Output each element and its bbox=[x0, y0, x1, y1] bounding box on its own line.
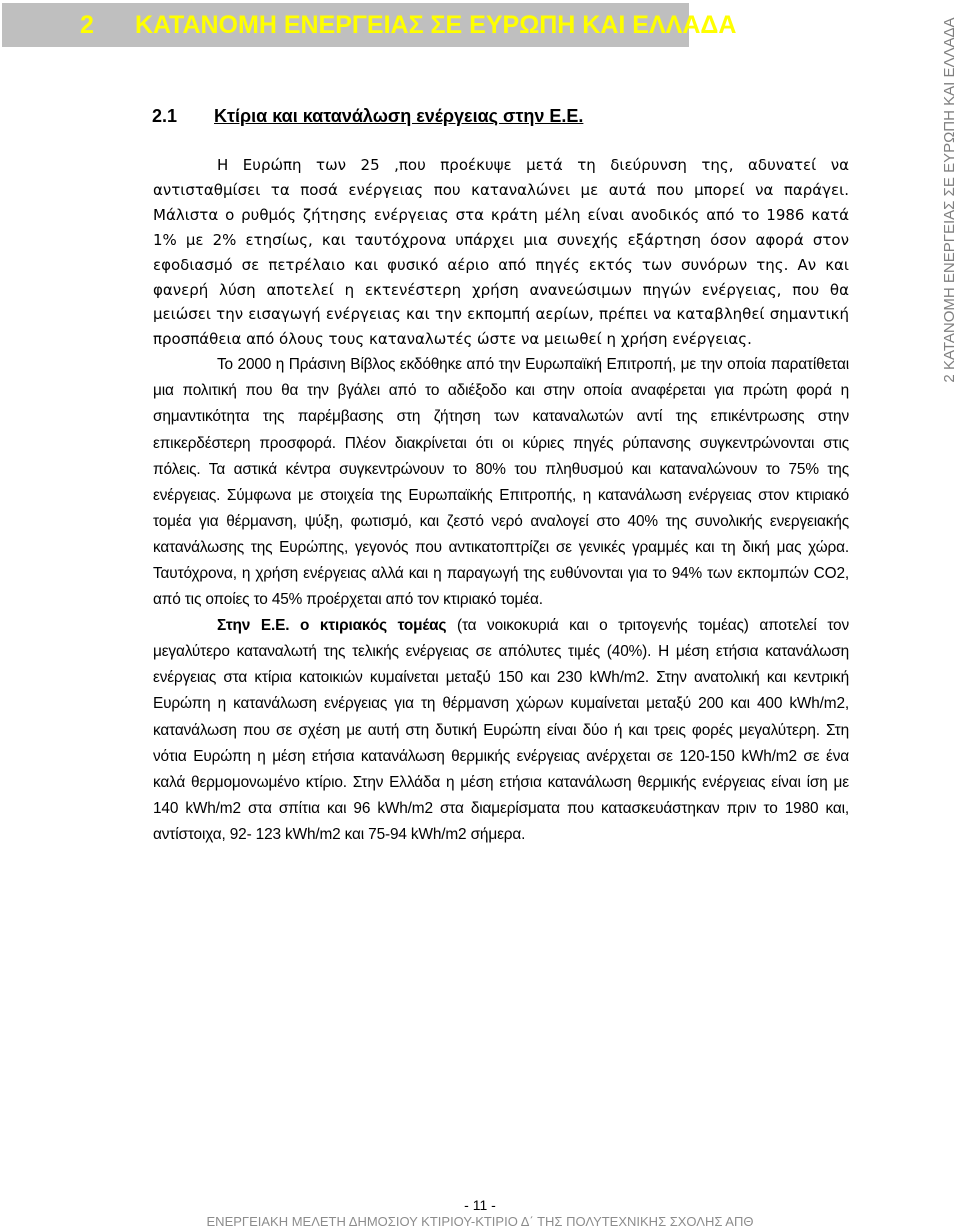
paragraph-1: Η Ευρώπη των 25 ,που προέκυψε μετά τη διεύρυνση της, αδυνατεί να αντισταθμίσει τα ποσά ενέργειας που καταναλώνει με αυτά που μπορεί να παράγει. Μάλιστα ο ρυθμός ζήτησης ενέργειας στα κράτη μέλη είναι ανοδικός από το 1986 κατά 1% με 2% ετησίως, και ταυτόχρονα υπάρχει μια συνεχής εξάρτηση όσον αφορά στον εφοδιασμό σε πετρέλαιο και φυσικό αέριο από πηγές εκτός των συνόρων της. Αν και φανερή λύση αποτελεί η εκτενέστερη χρήση ανανεώσιμων πηγών ενέργειας, που θα μειώσει την εισαγωγή ενέργειας και την εκπομπή αερίων, πρέπει να καταβληθεί σημαντική προσπάθεια από όλους τους καταναλωτές ώστε να μειωθεί η χρήση ενέργειας. bbox=[153, 156, 849, 349]
paragraph-2: Το 2000 η Πράσινη Βίβλος εκδόθηκε από την Ευρωπαϊκή Επιτροπή, με την οποία παρατίθεται μια πολιτική που θα την βγάλει από το αδιέξοδο και στην οποία αναφέρεται για πρώτη φορά η σημαντικότητα της παρέμβασης στη ζήτηση των καταναλωτών αντί της επικέντρωσης στην επικερδέστερη προσφορά. Πλέον διακρίνεται ότι οι κύριες πηγές ρύπανσης συγκεντρώνονται στις πόλεις. Τα αστικά κέντρα συγκεντρώνουν το 80% του πληθυσμού και καταναλώνουν το 75% της ενέργειας. Σύμφωνα με στοιχεία της Ευρωπαϊκής Επιτροπής, η κατανάλωση ενέργειας στον κτιριακό τομέα για θέρμανση, ψύξη, φωτισμό, και ζεστό νερό αναλογεί στο 40% της συνολικής ενεργειακής κατανάλωσης της Ευρώπης, γεγονός που αντικατοπτρίζει σε γενικές γραμμές και τη δική μας χώρα. Ταυτόχρονα, η χρήση ενέργειας αλλά και η παραγωγή της ευθύνονται για το 94% των εκπομπών CO2, από τις οποίες το 45% προέρχεται από τον κτιριακό τομέα. bbox=[153, 356, 849, 609]
footer-text: ΕΝΕΡΓΕΙΑΚΗ ΜΕΛΕΤΗ ΔΗΜΟΣΙΟΥ ΚΤΙΡΙΟΥ-ΚΤΙΡΙΟ Δ΄ ΤΗΣ ΠΟΛΥΤΕΧΝΙΚΗΣ ΣΧΟΛΗΣ ΑΠΘ bbox=[206, 1214, 754, 1229]
paragraph-3 bbox=[153, 613, 849, 848]
section-heading bbox=[152, 104, 583, 128]
chapter-title: ΚΑΤΑΝΟΜΗ ΕΝΕΡΓΕΙΑΣ ΣΕ ΕΥΡΩΠΗ ΚΑΙ ΕΛΛΑΔΑ bbox=[135, 11, 737, 39]
page-number: - 11 - bbox=[464, 1197, 496, 1213]
paragraph-3-lead: Στην Ε.Ε. ο κτιριακός τομέας bbox=[217, 617, 447, 635]
section-title: Κτίρια και κατανάλωση ενέργειας στην Ε.Ε. bbox=[214, 106, 584, 126]
body-text bbox=[153, 153, 849, 848]
section-number: 2.1 bbox=[152, 106, 178, 126]
paragraph-3-body: (τα νοικοκυριά και ο τριτογενής τομέας) αποτελεί τον μεγαλύτερο καταναλωτή της τελικής ενέργειας σε απόλυτες τιμές (40%). Η μέση ετήσια κατανάλωση ενέργειας στα κτίρια κατοικιών κυμαίνεται μεταξύ 150 και 230 kWh/m2. Στην ανατολική και κεντρική Ευρώπη η κατανάλωση ενέργειας για τη θέρμανση χώρων κυμαίνεται μεταξύ 200 και 400 kWh/m2, κατανάλωση που σε σχέση με αυτή στη δυτική Ευρώπη είναι δύο ή και τρεις φορές μεγαλύτερη. Στη νότια Ευρώπη η μέση ετήσια κατανάλωση θερμικής ενέργειας ανέρχεται σε 120-150 kWh/m2 σε ένα καλά θερμομονωμένο κτίριο. Στην Ελλάδα η μέση ετήσια κατανάλωση θερμικής ενέργειας είναι ίση με 140 kWh/m2 στα σπίτια και 96 kWh/m2 στα διαμερίσματα που κατασκευάστηκαν πριν το 1980 και, αντίστοιχα, 92- 123 kWh/m2 και 75-94 kWh/m2 σήμερα. bbox=[153, 617, 849, 843]
chapter-number: 2 bbox=[80, 11, 94, 39]
side-running-title-text: 2 ΚΑΤΑΝΟΜΗ ΕΝΕΡΓΕΙΑΣ ΣΕ ΕΥΡΩΠΗ ΚΑΙ ΕΛΛΑΔΑ bbox=[941, 17, 958, 383]
